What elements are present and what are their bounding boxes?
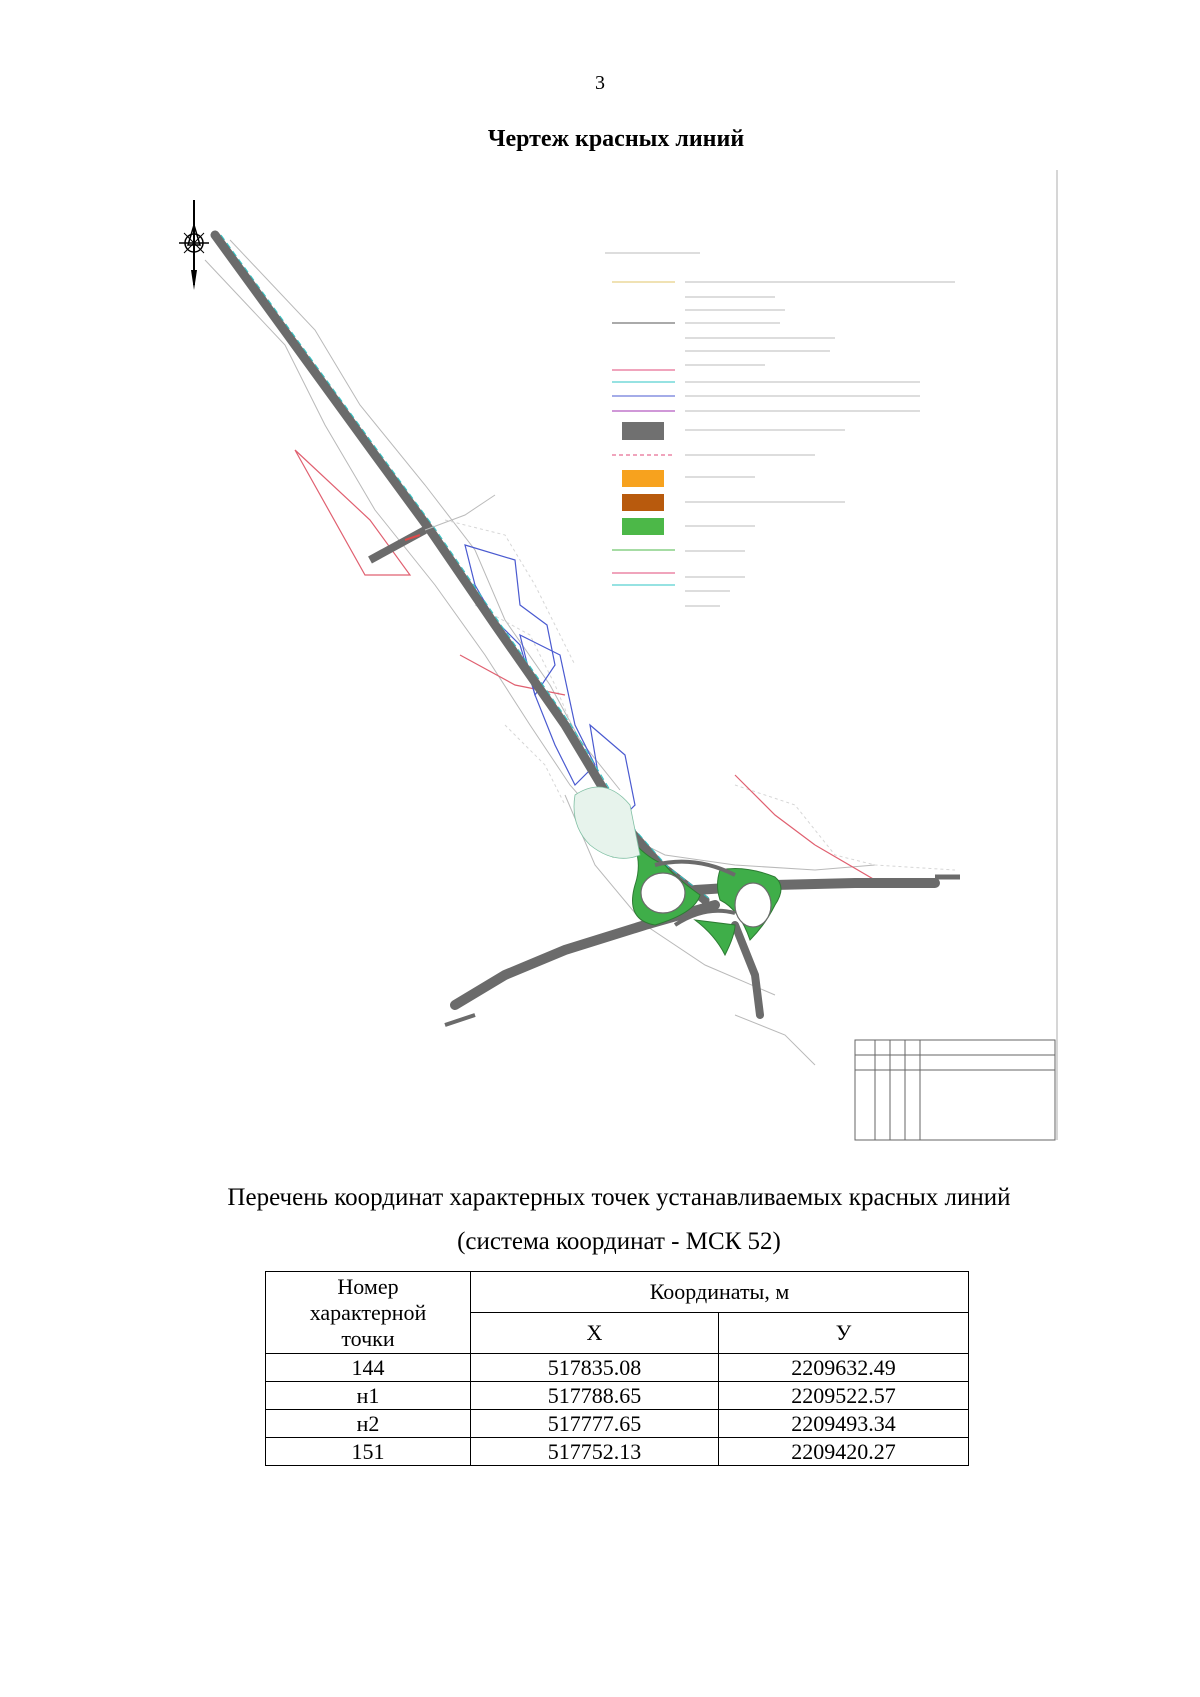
cell-point: 144 (266, 1354, 471, 1382)
header-coordinates: Координаты, м (471, 1272, 969, 1313)
coordinates-list-title (0, 1176, 1200, 1264)
cell-y: 2209420.27 (719, 1438, 969, 1466)
map-legend (605, 253, 955, 606)
header-point-number: Номер характерной точки (266, 1272, 471, 1354)
coordinates-list-title-line2: (система координат - МСК 52) (457, 1228, 781, 1255)
cell-y: 2209632.49 (719, 1354, 969, 1382)
red-lines-drawing (175, 165, 1065, 1145)
table-row (266, 1354, 969, 1382)
cell-x: 517777.65 (471, 1410, 719, 1438)
table-row (266, 1438, 969, 1466)
cell-point: н1 (266, 1382, 471, 1410)
cell-x: 517835.08 (471, 1354, 719, 1382)
header-x: Х (471, 1313, 719, 1354)
cell-y: 2209493.34 (719, 1410, 969, 1438)
header-y: У (719, 1313, 969, 1354)
table-row (266, 1410, 969, 1438)
cell-point: н2 (266, 1410, 471, 1438)
table-row (266, 1382, 969, 1410)
drawing-title: Чертеж красных линий (487, 126, 745, 152)
cell-x: 517788.65 (471, 1382, 719, 1410)
coordinates-list-title-line1: Перечень координат характерных точек устанавливаемых красных линий (227, 1184, 1011, 1211)
cell-y: 2209522.57 (719, 1382, 969, 1410)
coordinates-table (265, 1271, 969, 1466)
page-number: 3 (595, 72, 605, 94)
compass-icon (179, 200, 209, 290)
cell-x: 517752.13 (471, 1438, 719, 1466)
cell-point: 151 (266, 1438, 471, 1466)
